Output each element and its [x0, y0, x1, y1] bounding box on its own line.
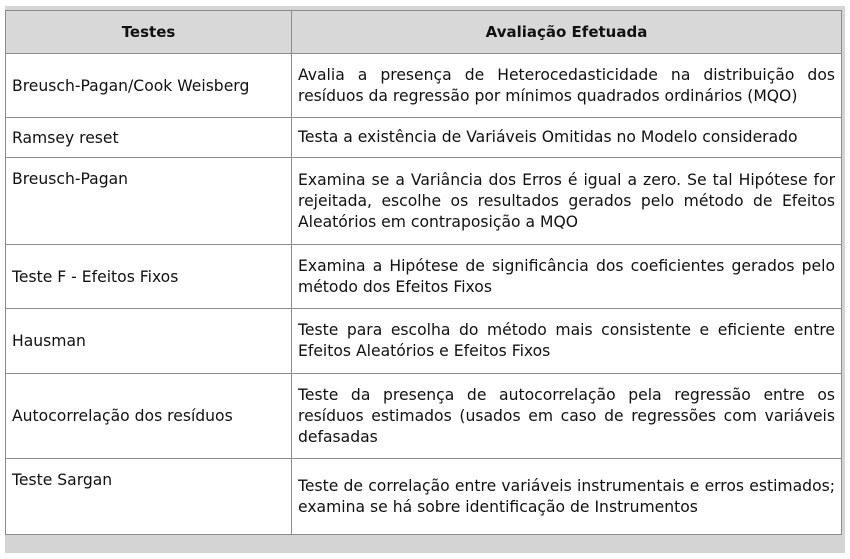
- test-name: Ramsey reset: [6, 118, 292, 158]
- tests-table: [5, 10, 842, 535]
- table-row: [6, 54, 842, 118]
- table-row: [6, 158, 842, 245]
- test-evaluation: Examina a Hipótese de significância dos coeficientes gerados pelo método dos Efeitos Fixos: [292, 245, 842, 309]
- test-evaluation: Teste da presença de autocorrelação pela regressão entre os resíduos estimados (usados em caso de regressões com variáveis defasadas: [292, 374, 842, 459]
- test-evaluation: Testa a existência de Variáveis Omitidas no Modelo considerado: [292, 118, 842, 158]
- test-name: Breusch-Pagan/Cook Weisberg: [6, 54, 292, 118]
- header-testes: Testes: [6, 11, 292, 54]
- test-evaluation: Teste de correlação entre variáveis instrumentais e erros estimados; examina se há sobre identificação de Instrumentos: [292, 459, 842, 535]
- test-name: Teste F - Efeitos Fixos: [6, 245, 292, 309]
- table-row: [6, 459, 842, 535]
- test-evaluation: Avalia a presença de Heterocedasticidade na distribuição dos resíduos da regressão por mínimos quadrados ordinários (MQO): [292, 54, 842, 118]
- header-row: [6, 11, 842, 54]
- table-row: [6, 374, 842, 459]
- test-evaluation: Teste para escolha do método mais consistente e eficiente entre Efeitos Aleatórios e Efeitos Fixos: [292, 309, 842, 374]
- test-evaluation: Examina se a Variância dos Erros é igual a zero. Se tal Hipótese for rejeitada, escolhe os resultados gerados pelo método de Efeitos Aleatórios em contraposição a MQO: [292, 158, 842, 245]
- test-name: Teste Sargan: [6, 459, 292, 535]
- table-row: [6, 118, 842, 158]
- table-row: [6, 245, 842, 309]
- test-name: Hausman: [6, 309, 292, 374]
- test-name: Autocorrelação dos resíduos: [6, 374, 292, 459]
- table-row: [6, 309, 842, 374]
- header-avaliacao: Avaliação Efetuada: [292, 11, 842, 54]
- test-name: Breusch-Pagan: [6, 158, 292, 245]
